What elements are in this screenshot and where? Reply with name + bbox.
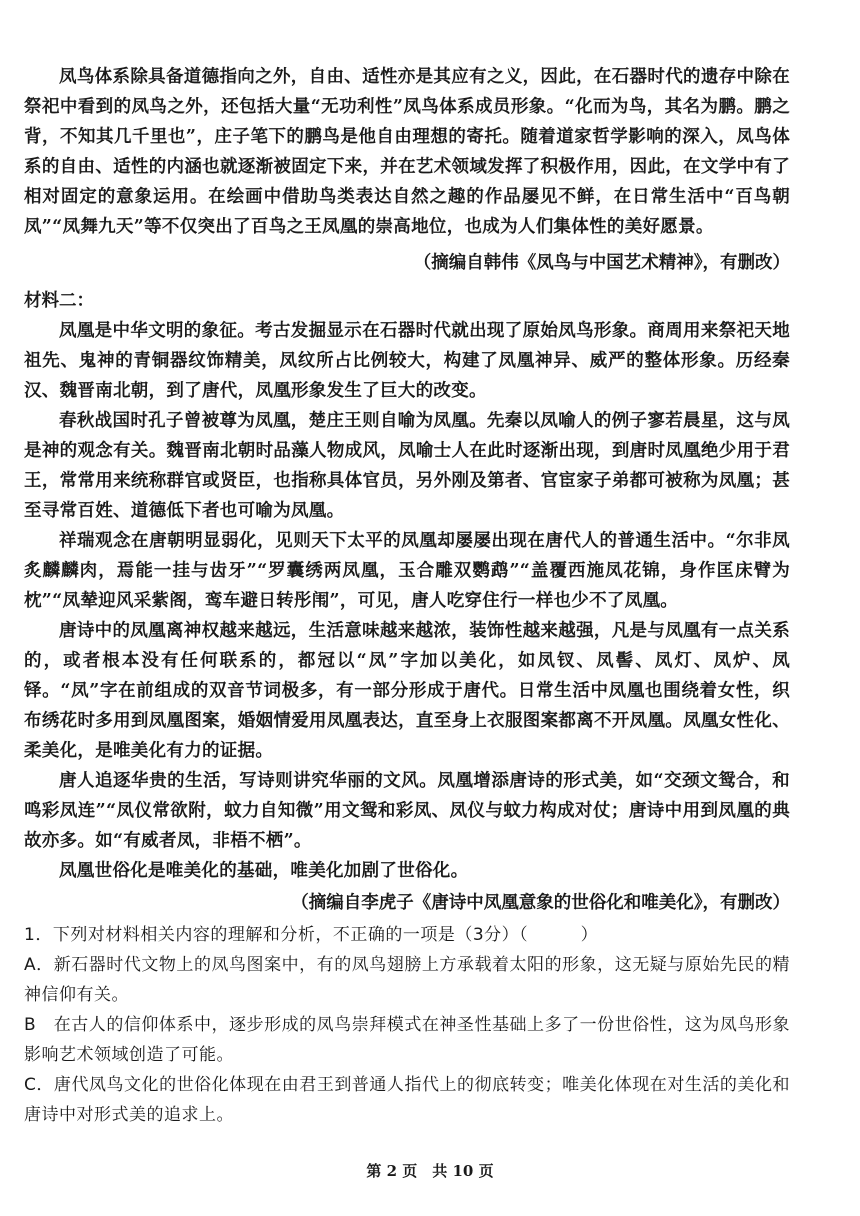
material1-paragraph: 凤鸟体系除具备道德指向之外，自由、适性亦是其应有之义，因此，在石器时代的遗存中除在祭祀中看到的凤鸟之外，还包括大量“无功利性”凤鸟体系成员形象。“化而为鸟，其名为鹏。鹏之背，不知其几千里也”，庄子笔下的鹏鸟是他自由理想的寄托。随着道家哲学影响的深入，凤鸟体系的自由、适性的内涵也就逐渐被固定下来，并在艺术领域发挥了积极作用，因此，在文学中有了相对固定的意象运用。在绘画中借助鸟类表达自然之趣的作品屡见不鲜，在日常生活中“百鸟朝凤”“凤舞九天”等不仅突出了百鸟之王凤凰的崇高地位，也成为人们集体性的美好愿景。 — [24, 67, 790, 237]
question1-stem: 1．下列对材料相关内容的理解和分析，不正确的一项是（3分）（ ） — [24, 925, 599, 945]
material1-citation: （摘编自韩伟《凤鸟与中国艺术精神》，有删改） — [413, 253, 790, 273]
material2-heading: 材料二： — [24, 291, 94, 311]
question1-option-a: A．新石器时代文物上的凤鸟图案中，有的凤鸟翅膀上方承载着太阳的形象，这无疑与原始先民的精神信仰有关。 — [24, 955, 790, 1005]
material2-paragraph: 凤凰是中华文明的象征。考古发掘显示在石器时代就出现了原始凤鸟形象。商周用来祭祀天地祖先、鬼神的青铜器纹饰精美，凤纹所占比例较大，构建了凤凰神异、威严的整体形象。历经秦汉、魏晋南北朝，到了唐代，凤凰形象发生了巨大的改变。 — [24, 321, 790, 401]
material2-paragraph: 唐人追逐华贵的生活，写诗则讲究华丽的文风。凤凰增添唐诗的形式美，如“交颈文鸳合，和鸣彩凤连”“凤仪常欲附，蚊力自知微”用文鸳和彩凤、凤仪与蚊力构成对仗；唐诗中用到凤凰的典故亦多。如“有威者凤，非梧不栖”。 — [24, 771, 790, 851]
material2-paragraph: 春秋战国时孔子曾被尊为凤凰，楚庄王则自喻为凤凰。先秦以凤喻人的例子寥若晨星，这与凤是神的观念有关。魏晋南北朝时品藻人物成风，凤喻士人在此时逐渐出现，到唐时凤凰绝少用于君王，常常用来统称群官或贤臣，也指称具体官员，另外刚及第者、官宦家子弟都可被称为凤凰；甚至寻常百姓、道德低下者也可喻为凤凰。 — [24, 411, 790, 521]
page-footer: 第 2 页 共 10 页 — [366, 1162, 494, 1180]
question1-option-b: B 在古人的信仰体系中，逐步形成的凤鸟崇拜模式在神圣性基础上多了一份世俗性，这为凤鸟形象影响艺术领域创造了可能。 — [24, 1015, 790, 1065]
question1-option-c: C．唐代凤鸟文化的世俗化体现在由君王到普通人指代上的彻底转变；唯美化体现在对生活的美化和唐诗中对形式美的追求上。 — [24, 1075, 790, 1125]
material2-paragraph: 祥瑞观念在唐朝明显弱化，见则天下太平的凤凰却屡屡出现在唐代人的普通生活中。“尔非凤炙麟麟肉，焉能一挂与齿牙”“罗囊绣两凤凰，玉合雕双鹦鹉”“盖覆西施凤花锦，身作匡床臂为枕”“凤辇迎风采紫阁，鸾车避日转彤闱”，可见，唐人吃穿住行一样也少不了凤凰。 — [24, 531, 790, 611]
material2-citation: （摘编自李虎子《唐诗中凤凰意象的世俗化和唯美化》，有删改） — [291, 893, 790, 913]
material2-paragraph: 凤凰世俗化是唯美化的基础，唯美化加剧了世俗化。 — [59, 861, 469, 881]
material2-paragraph: 唐诗中的凤凰离神权越来越远，生活意味越来越浓，装饰性越来越强，凡是与凤凰有一点关系的，或者根本没有任何联系的，都冠以“凤”字加以美化，如凤钗、凤髻、凤灯、凤炉、凤铎。“凤”字在前组成的双音节词极多，有一部分形成于唐代。日常生活中凤凰也围绕着女性，织布绣花时多用到凤凰图案，婚姻情爱用凤凰表达，直至身上衣服图案都离不开凤凰。凤凰女性化、柔美化，是唯美化有力的证据。 — [24, 621, 790, 761]
